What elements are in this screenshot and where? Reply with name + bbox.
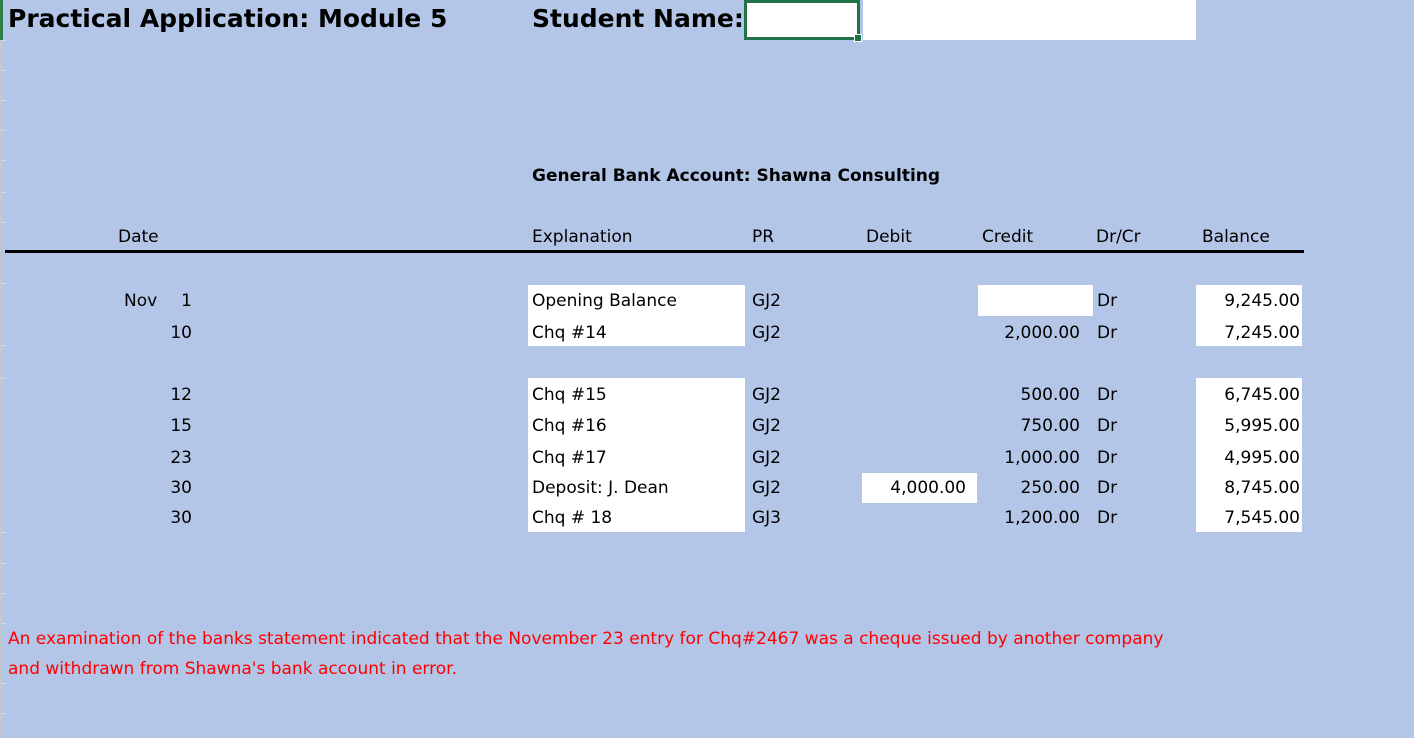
explanation-cell[interactable]: Deposit: J. Dean <box>532 478 669 498</box>
note-line-1: An examination of the banks statement indicated that the November 23 entry for Chq#2467 was a cheque issued by another company <box>8 629 1164 649</box>
explanation-cell[interactable]: Chq #16 <box>532 416 607 436</box>
credit-cell[interactable]: 750.00 <box>1020 416 1080 436</box>
credit-cell[interactable]: 500.00 <box>1020 385 1080 405</box>
date-day: 12 <box>170 385 192 405</box>
drcr-cell[interactable]: Dr <box>1097 291 1118 311</box>
explanation-cell[interactable]: Opening Balance <box>532 291 677 311</box>
note-line-2: and withdrawn from Shawna's bank account in error. <box>8 659 457 679</box>
explanation-cell[interactable]: Chq #17 <box>532 448 607 468</box>
date-day: 30 <box>170 478 192 498</box>
column-header-pr: PR <box>752 227 775 247</box>
pr-cell[interactable]: GJ2 <box>752 478 782 498</box>
debit-cell[interactable] <box>862 411 966 441</box>
credit-cell[interactable]: 1,000.00 <box>1004 448 1080 468</box>
explanation-cell[interactable]: Chq #14 <box>532 323 607 343</box>
student-name-cell-extension[interactable] <box>863 0 1196 40</box>
column-header-explanation: Explanation <box>532 227 633 247</box>
balance-cell[interactable]: 7,245.00 <box>1224 323 1300 343</box>
column-header-date: Date <box>118 227 159 247</box>
balance-cell[interactable]: 9,245.00 <box>1224 291 1300 311</box>
date-day: 30 <box>170 508 192 528</box>
column-header-debit: Debit <box>866 227 912 247</box>
student-name-input[interactable] <box>744 0 860 40</box>
pr-cell[interactable]: GJ2 <box>752 323 782 343</box>
date-day: 10 <box>170 323 192 343</box>
header-rule <box>5 250 1304 253</box>
explanation-cell[interactable]: Chq # 18 <box>532 508 613 528</box>
balance-cell[interactable]: 5,995.00 <box>1224 416 1300 436</box>
drcr-cell[interactable]: Dr <box>1097 385 1118 405</box>
drcr-cell[interactable]: Dr <box>1097 323 1118 343</box>
debit-cell[interactable] <box>862 503 966 533</box>
page-title: Practical Application: Module 5 <box>8 4 448 33</box>
debit-cell[interactable]: 4,000.00 <box>890 478 966 498</box>
date-month: Nov <box>124 291 158 311</box>
pr-cell[interactable]: GJ2 <box>752 448 782 468</box>
row-gutter <box>0 0 6 738</box>
drcr-cell[interactable]: Dr <box>1097 508 1118 528</box>
credit-cell[interactable]: 250.00 <box>1020 478 1080 498</box>
pr-cell[interactable]: GJ2 <box>752 385 782 405</box>
column-header-drcr: Dr/Cr <box>1096 227 1141 247</box>
pr-cell[interactable]: GJ2 <box>752 416 782 436</box>
balance-cell[interactable]: 7,545.00 <box>1224 508 1300 528</box>
pr-cell[interactable]: GJ2 <box>752 291 782 311</box>
debit-cell[interactable] <box>862 318 966 348</box>
column-header-balance: Balance <box>1202 227 1270 247</box>
debit-cell[interactable] <box>862 380 966 410</box>
account-title <box>532 166 940 186</box>
credit-cell[interactable]: 2,000.00 <box>1004 323 1080 343</box>
credit-cell[interactable] <box>978 286 1080 316</box>
balance-cell[interactable]: 6,745.00 <box>1224 385 1300 405</box>
date-day: 15 <box>170 416 192 436</box>
date-day: 23 <box>170 448 192 468</box>
drcr-cell[interactable]: Dr <box>1097 416 1118 436</box>
pr-cell[interactable]: GJ3 <box>752 508 782 528</box>
drcr-cell[interactable]: Dr <box>1097 448 1118 468</box>
date-day: 1 <box>181 291 192 311</box>
balance-cell[interactable]: 8,745.00 <box>1224 478 1300 498</box>
fill-handle[interactable] <box>854 34 862 42</box>
balance-cell[interactable]: 4,995.00 <box>1224 448 1300 468</box>
active-row-indicator <box>0 0 3 40</box>
credit-cell[interactable]: 1,200.00 <box>1004 508 1080 528</box>
debit-cell[interactable] <box>862 443 966 473</box>
debit-cell[interactable] <box>862 286 966 316</box>
column-header-credit: Credit <box>982 227 1034 247</box>
student-name-label: Student Name: <box>532 4 744 33</box>
account-name: Shawna Consulting <box>756 166 941 186</box>
account-label: General Bank Account: <box>532 166 751 186</box>
explanation-cell[interactable]: Chq #15 <box>532 385 607 405</box>
drcr-cell[interactable]: Dr <box>1097 478 1118 498</box>
